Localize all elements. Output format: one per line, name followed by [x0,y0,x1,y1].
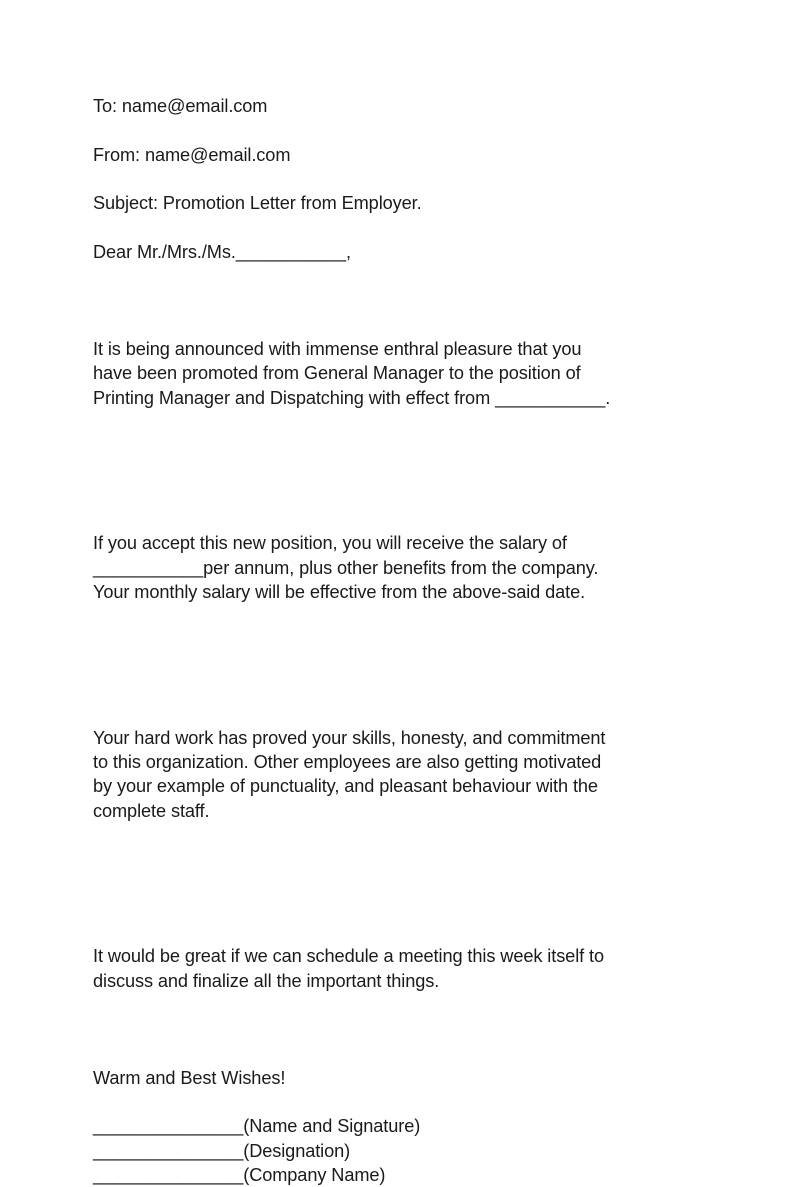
text-line: It would be great if we can schedule a meeting this week itself to [93,946,605,967]
subject-line: Subject: Promotion Letter from Employer. [93,193,422,214]
text-line: by your example of punctuality, and pleasant behaviour with the [93,776,598,797]
paragraph-salary [93,483,713,653]
company-blank: _______________ [93,1165,244,1186]
paragraph-praise [93,677,713,871]
designation-label: (Designation) [243,1140,351,1161]
signature-designation-line [93,1139,713,1163]
signature-blank: _______________ [93,1116,244,1137]
text-line: have been promoted from General Manager to the position of [93,363,581,384]
letter-document [93,94,713,1187]
text-line: Your hard work has proved your skills, honesty, and commitment [93,727,606,748]
text-line: ___________per annum, plus other benefits from the company. [93,557,599,578]
to-line: To: name@email.com [93,96,268,116]
text-line: complete staff. [93,800,210,821]
name-blank: ___________ [235,241,346,262]
text-line: If you accept this new position, you will receive the salary of [93,533,567,554]
text-line: It is being announced with immense enthral pleasure that you [93,338,582,359]
company-label: (Company Name) [243,1165,386,1186]
text-line: Your monthly salary will be effective from the above-said date. [93,581,586,602]
paragraph-announcement [93,288,713,458]
salutation [93,240,713,264]
text-line: Printing Manager and Dispatching with effect from ___________. [93,387,611,408]
paragraph-meeting [93,896,713,1042]
signature-label: (Name and Signature) [243,1116,421,1137]
text-line: discuss and finalize all the important things. [93,970,440,991]
salutation-comma: , [345,241,351,262]
text-line: to this organization. Other employees are also getting motivated [93,752,602,773]
signature-company-line [93,1163,713,1187]
designation-blank: _______________ [93,1140,244,1161]
salutation-prefix: Dear Mr./Mrs./Ms. [93,241,236,262]
closing: Warm and Best Wishes! [93,1067,286,1088]
signature-block [93,1114,713,1187]
signature-name-line [93,1114,713,1138]
from-line: From: name@email.com [93,144,291,165]
